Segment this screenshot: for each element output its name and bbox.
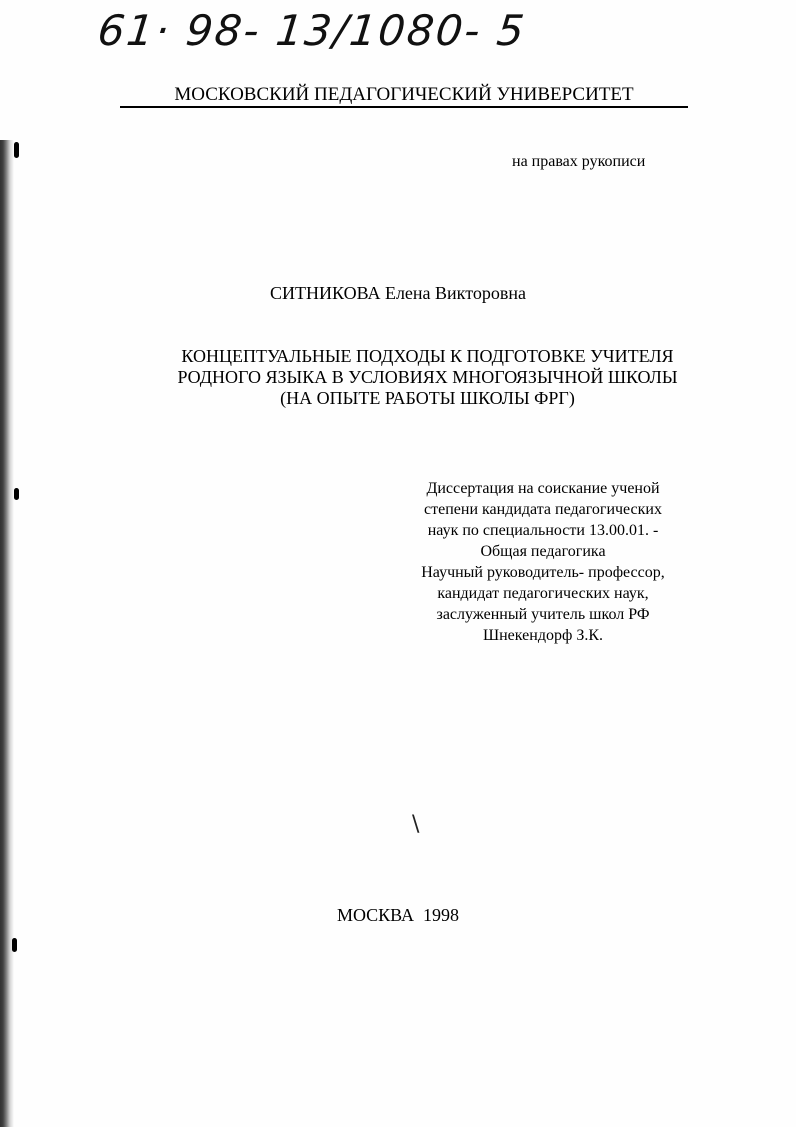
rights-note: на правах рукописи (512, 153, 646, 170)
details-line: Диссертация на соискание ученой (426, 480, 660, 497)
binding-mark (14, 488, 19, 500)
dissertation-title (100, 346, 755, 409)
city-year: МОСКВА 1998 (336, 905, 460, 925)
details-line: заслуженный учитель школ РФ (436, 606, 650, 623)
university-name: МОСКОВСКИЙ ПЕДАГОГИЧЕСКИЙ УНИВЕРСИТЕТ (174, 84, 634, 105)
stray-pen-mark: \ (412, 812, 420, 837)
details-line: Научный руководитель- профессор, (421, 564, 665, 581)
title-line: РОДНОГО ЯЗЫКА В УСЛОВИЯХ МНОГОЯЗЫЧНОЙ ШКОЛЫ (177, 367, 678, 387)
title-line: КОНЦЕПТУАЛЬНЫЕ ПОДХОДЫ К ПОДГОТОВКЕ УЧИТЕЛЯ (181, 346, 674, 366)
title-line: (НА ОПЫТЕ РАБОТЫ ШКОЛЫ ФРГ) (280, 388, 575, 408)
details-line: Шнекендорф З.К. (482, 627, 604, 644)
university-underline (120, 106, 688, 108)
details-line: Общая педагогика (480, 543, 606, 560)
details-line: наук по специальности 13.00.01. - (427, 522, 659, 539)
author-name: СИТНИКОВА Елена Викторовна (270, 283, 526, 303)
details-line: кандидат педагогических наук, (437, 585, 649, 602)
details-line: степени кандидата педагогических (424, 501, 662, 518)
binding-mark (14, 142, 19, 158)
binding-mark (12, 938, 17, 952)
handwritten-archive-number: 61· 98- 13/1080- 5 (95, 6, 529, 55)
dissertation-details (360, 478, 726, 646)
